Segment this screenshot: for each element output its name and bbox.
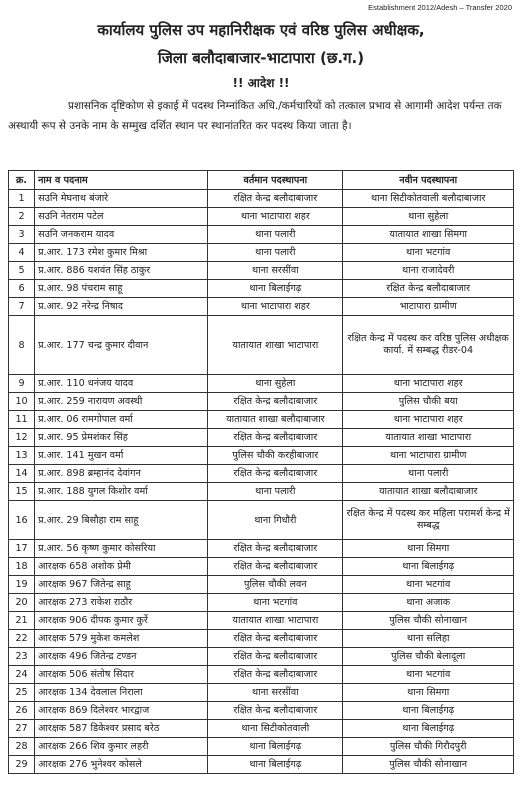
table-row <box>9 316 514 375</box>
header-new-posting: नवीन पदस्थापना <box>343 171 514 190</box>
new-posting-cell: थाना भटगांव <box>343 666 514 684</box>
name-cell: आरक्षक 273 राकेश राठौर <box>35 594 208 612</box>
table-row <box>9 393 514 411</box>
serial-cell: 15 <box>9 483 35 501</box>
office-title: कार्यालय पुलिस उप महानिरीक्षक एवं वरिष्ठ पुलिस अधीक्षक, <box>97 21 425 39</box>
new-posting-cell: थाना बिलाईगढ़ <box>343 702 514 720</box>
table-row <box>9 648 514 666</box>
new-posting-cell: थाना भाटापारा शहर <box>343 411 514 429</box>
serial-cell: 8 <box>9 316 35 375</box>
name-cell: प्र.आर. 56 कृष्ण कुमार कोसरिया <box>35 540 208 558</box>
table-row <box>9 501 514 540</box>
table-row <box>9 280 514 298</box>
new-posting-cell: भाटापारा ग्रामीण <box>343 298 514 316</box>
current-posting-cell: थाना बिलाईगढ़ <box>208 280 343 298</box>
serial-cell: 18 <box>9 558 35 576</box>
table-row <box>9 190 514 208</box>
current-posting-cell: यातायात शाखा भाटापारा <box>208 316 343 375</box>
new-posting-cell: थाना भाटापारा ग्रामीण <box>343 447 514 465</box>
current-posting-cell: थाना भाटापारा शहर <box>208 298 343 316</box>
header-name: नाम व पदनाम <box>35 171 208 190</box>
new-posting-cell: थाना भटगांव <box>343 576 514 594</box>
name-cell: आरक्षक 587 डिकेश्वर प्रसाद बरेठ <box>35 720 208 738</box>
name-cell: आरक्षक 658 अशोक प्रेमी <box>35 558 208 576</box>
table-row <box>9 756 514 774</box>
table-header-row <box>9 171 514 190</box>
table-row <box>9 720 514 738</box>
name-cell: प्र.आर. 29 बिसौहा राम साहू <box>35 501 208 540</box>
table-row <box>9 483 514 501</box>
establishment-note: Establishment 2012/Adesh – Transfer 2020 <box>368 3 512 12</box>
current-posting-cell: थाना भटगांव <box>208 594 343 612</box>
new-posting-cell: थाना बिलाईगढ़ <box>343 558 514 576</box>
name-cell: प्र.आर. 259 नारायण अवस्थी <box>35 393 208 411</box>
serial-cell: 19 <box>9 576 35 594</box>
current-posting-cell: रक्षित केन्द्र बलौदाबाजार <box>208 540 343 558</box>
new-posting-cell: पुलिस चौकी बेलादूला <box>343 648 514 666</box>
table-row <box>9 630 514 648</box>
name-cell: आरक्षक 869 दिलेश्वर भारद्वाज <box>35 702 208 720</box>
serial-cell: 2 <box>9 208 35 226</box>
name-cell: आरक्षक 506 संतोष सिदार <box>35 666 208 684</box>
serial-cell: 5 <box>9 262 35 280</box>
current-posting-cell: थाना सिटीकोतवाली <box>208 720 343 738</box>
new-posting-cell: थाना सुहेला <box>343 208 514 226</box>
district-title: जिला बलौदाबाजार-भाटापारा (छ.ग.) <box>157 49 365 67</box>
current-posting-cell: थाना गिधौरी <box>208 501 343 540</box>
table-row <box>9 558 514 576</box>
table-row <box>9 244 514 262</box>
current-posting-cell: थाना सरसींवा <box>208 262 343 280</box>
table-row <box>9 684 514 702</box>
name-cell: प्र.आर. 92 नरेन्द्र निषाद <box>35 298 208 316</box>
current-posting-cell: थाना पलारी <box>208 483 343 501</box>
new-posting-cell: थाना भाटापारा शहर <box>343 375 514 393</box>
new-posting-cell: थाना भटगांव <box>343 244 514 262</box>
table-row <box>9 411 514 429</box>
current-posting-cell: रक्षित केन्द्र बलौदाबाजार <box>208 666 343 684</box>
serial-cell: 16 <box>9 501 35 540</box>
name-cell: आरक्षक 266 शिव कुमार लहरी <box>35 738 208 756</box>
table-row <box>9 465 514 483</box>
current-posting-cell: थाना भाटापारा शहर <box>208 208 343 226</box>
current-posting-cell: रक्षित केन्द्र बलौदाबाजार <box>208 190 343 208</box>
serial-cell: 10 <box>9 393 35 411</box>
serial-cell: 25 <box>9 684 35 702</box>
name-cell: सउनि जनकराम यादव <box>35 226 208 244</box>
new-posting-cell: पुलिस चौकी गिरौदपुरी <box>343 738 514 756</box>
serial-cell: 6 <box>9 280 35 298</box>
serial-cell: 28 <box>9 738 35 756</box>
name-cell: आरक्षक 496 जितेन्द्र टण्डन <box>35 648 208 666</box>
serial-cell: 22 <box>9 630 35 648</box>
new-posting-cell: रक्षित केन्द्र में पदस्थ कर महिला परामर्श केन्द्र में सम्बद्ध <box>343 501 514 540</box>
serial-cell: 12 <box>9 429 35 447</box>
table-row <box>9 702 514 720</box>
name-cell: प्र.आर. 141 मुखन वर्मा <box>35 447 208 465</box>
current-posting-cell: रक्षित केन्द्र बलौदाबाजार <box>208 648 343 666</box>
serial-cell: 26 <box>9 702 35 720</box>
new-posting-cell: थाना सिटीकोतवाली बलौदाबाजार <box>343 190 514 208</box>
serial-cell: 29 <box>9 756 35 774</box>
new-posting-cell: थाना सिमगा <box>343 540 514 558</box>
table-row <box>9 298 514 316</box>
name-cell: प्र.आर. 98 पंचराम साहू <box>35 280 208 298</box>
serial-cell: 9 <box>9 375 35 393</box>
serial-cell: 27 <box>9 720 35 738</box>
current-posting-cell: रक्षित केन्द्र बलौदाबाजार <box>208 702 343 720</box>
serial-cell: 7 <box>9 298 35 316</box>
new-posting-cell: रक्षित केन्द्र बलौदाबाजार <box>343 280 514 298</box>
name-cell: प्र.आर. 173 रमेश कुमार मिश्रा <box>35 244 208 262</box>
current-posting-cell: रक्षित केन्द्र बलौदाबाजार <box>208 465 343 483</box>
serial-cell: 11 <box>9 411 35 429</box>
new-posting-cell: पुलिस चौकी सोनाखान <box>343 756 514 774</box>
serial-cell: 17 <box>9 540 35 558</box>
order-title: !! आदेश !! <box>232 76 290 90</box>
header-current-posting: वर्तमान पदस्थापना <box>208 171 343 190</box>
table-row <box>9 738 514 756</box>
current-posting-cell: यातायात शाखा बलौदाबाजार <box>208 411 343 429</box>
table-row <box>9 226 514 244</box>
serial-cell: 1 <box>9 190 35 208</box>
name-cell: आरक्षक 134 देवलाल निराला <box>35 684 208 702</box>
name-cell: प्र.आर. 177 चन्द्र कुमार दीवान <box>35 316 208 375</box>
serial-cell: 20 <box>9 594 35 612</box>
table-row <box>9 612 514 630</box>
new-posting-cell: थाना पलारी <box>343 465 514 483</box>
current-posting-cell: रक्षित केन्द्र बलौदाबाजार <box>208 558 343 576</box>
current-posting-cell: रक्षित केन्द्र बलौदाबाजार <box>208 630 343 648</box>
new-posting-cell: यातायात शाखा भाटापारा <box>343 429 514 447</box>
serial-cell: 13 <box>9 447 35 465</box>
new-posting-cell: थाना राजादेवरी <box>343 262 514 280</box>
new-posting-cell: पुलिस चौकी बया <box>343 393 514 411</box>
new-posting-cell: थाना सलिहा <box>343 630 514 648</box>
serial-cell: 23 <box>9 648 35 666</box>
table-row <box>9 576 514 594</box>
serial-cell: 14 <box>9 465 35 483</box>
current-posting-cell: थाना सरसींवा <box>208 684 343 702</box>
name-cell: प्र.आर. 188 युगल किशोर वर्मा <box>35 483 208 501</box>
current-posting-cell: रक्षित केन्द्र बलौदाबाजार <box>208 429 343 447</box>
name-cell: आरक्षक 906 दीपक कुमार कुर्रे <box>35 612 208 630</box>
name-cell: आरक्षक 276 भुनेश्वर कोसले <box>35 756 208 774</box>
serial-cell: 4 <box>9 244 35 262</box>
table-row <box>9 594 514 612</box>
serial-cell: 3 <box>9 226 35 244</box>
new-posting-cell: थाना बिलाईगढ़ <box>343 720 514 738</box>
name-cell: आरक्षक 967 जितेन्द्र साहू <box>35 576 208 594</box>
name-cell: प्र.आर. 886 यशवंत सिंह ठाकुर <box>35 262 208 280</box>
table-row <box>9 447 514 465</box>
current-posting-cell: थाना पलारी <box>208 244 343 262</box>
current-posting-cell: थाना सुहेला <box>208 375 343 393</box>
new-posting-cell: थाना अजाक <box>343 594 514 612</box>
current-posting-cell: पुलिस चौकी लवन <box>208 576 343 594</box>
name-cell: सउनि मेघनाथ बंजारे <box>35 190 208 208</box>
order-intro-paragraph: प्रशासनिक दृष्टिकोण से इकाई में पदस्थ निम्नांकित अधि./कर्मचारियों को तत्काल प्रभाव से आगामी आदेश पर्यन्त तक अस्थायी रूप से उनके नाम के सम्मुख दर्शित स्थान पर स्थानांतरित कर पदस्थ किया जाता है। <box>8 100 502 132</box>
new-posting-cell: पुलिस चौकी सोनाखान <box>343 612 514 630</box>
serial-cell: 24 <box>9 666 35 684</box>
current-posting-cell: थाना बिलाईगढ़ <box>208 756 343 774</box>
name-cell: प्र.आर. 898 ब्रम्हानंद देवांगन <box>35 465 208 483</box>
table-row <box>9 666 514 684</box>
table-row <box>9 262 514 280</box>
new-posting-cell: यातायात शाखा सिमगा <box>343 226 514 244</box>
serial-cell: 21 <box>9 612 35 630</box>
new-posting-cell: यातायात शाखा बलौदाबाजार <box>343 483 514 501</box>
current-posting-cell: रक्षित केन्द्र बलौदाबाजार <box>208 393 343 411</box>
table-row <box>9 375 514 393</box>
new-posting-cell: थाना सिमगा <box>343 684 514 702</box>
current-posting-cell: थाना बिलाईगढ़ <box>208 738 343 756</box>
current-posting-cell: पुलिस चौकी करहीबाजार <box>208 447 343 465</box>
table-row <box>9 540 514 558</box>
table-row <box>9 208 514 226</box>
current-posting-cell: थाना पलारी <box>208 226 343 244</box>
name-cell: प्र.आर. 06 रामगोपाल वर्मा <box>35 411 208 429</box>
current-posting-cell: यातायात शाखा भाटापारा <box>208 612 343 630</box>
header-serial: क्र. <box>9 171 35 190</box>
name-cell: सउनि नेतराम पटेल <box>35 208 208 226</box>
name-cell: प्र.आर. 110 धनंजय यादव <box>35 375 208 393</box>
name-cell: प्र.आर. 95 प्रेमशंकर सिंह <box>35 429 208 447</box>
table-row <box>9 429 514 447</box>
name-cell: आरक्षक 579 मुकेश कमलेश <box>35 630 208 648</box>
transfer-table <box>8 170 514 774</box>
new-posting-cell: रक्षित केन्द्र में पदस्थ कर वरिष्ठ पुलिस अधीक्षक कार्या. में सम्बद्ध रीडर-04 <box>343 316 514 375</box>
